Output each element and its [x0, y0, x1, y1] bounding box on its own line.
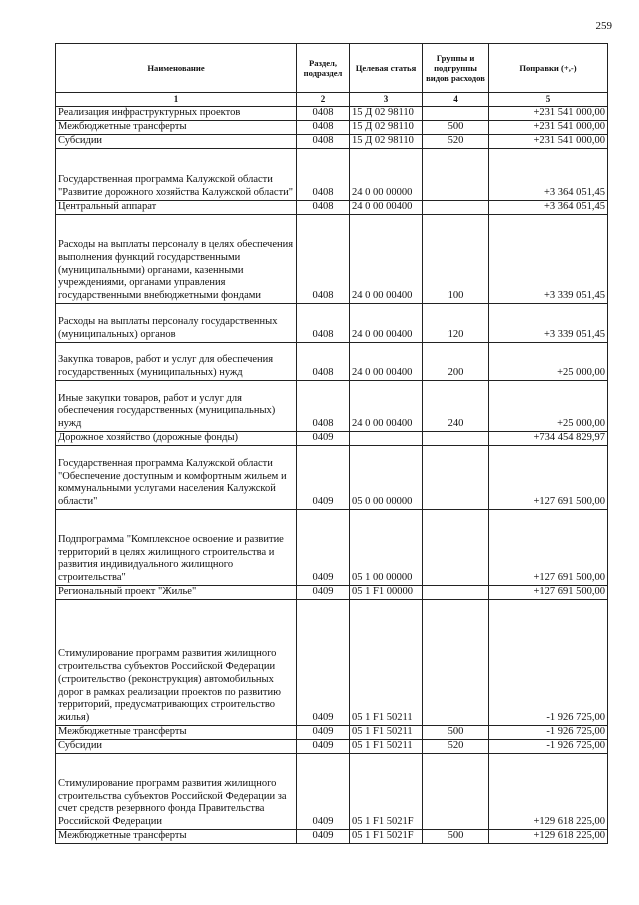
table-row	[56, 586, 608, 600]
cell-name: Межбюджетные трансферты	[56, 830, 297, 844]
cell-group: 240	[423, 381, 489, 432]
column-number: 5	[489, 93, 608, 107]
cell-group	[423, 107, 489, 121]
cell-section: 0409	[297, 754, 350, 830]
cell-amount: +3 339 051,45	[489, 215, 608, 304]
cell-group: 500	[423, 830, 489, 844]
cell-group	[423, 586, 489, 600]
cell-group: 520	[423, 135, 489, 149]
cell-amount: +231 541 000,00	[489, 121, 608, 135]
cell-name: Центральный аппарат	[56, 201, 297, 215]
cell-group	[423, 201, 489, 215]
cell-section: 0408	[297, 343, 350, 381]
table-row	[56, 510, 608, 586]
table-row	[56, 740, 608, 754]
cell-group: 500	[423, 121, 489, 135]
cell-amount: +129 618 225,00	[489, 754, 608, 830]
table-row	[56, 121, 608, 135]
table-row	[56, 754, 608, 830]
cell-section: 0409	[297, 432, 350, 446]
cell-group: 500	[423, 726, 489, 740]
header-row	[56, 44, 608, 93]
cell-section: 0408	[297, 215, 350, 304]
cell-section: 0409	[297, 586, 350, 600]
cell-article: 05 1 00 00000	[350, 510, 423, 586]
cell-name: Стимулирование программ развития жилищного строительства субъектов Российской Федерации (строительство (реконструкция) автомобильных дорог в рамках реализации проектов по развитию территорий, предусматривающих строительство жилья)	[56, 600, 297, 726]
table-row	[56, 201, 608, 215]
cell-article: 24 0 00 00400	[350, 343, 423, 381]
column-number: 2	[297, 93, 350, 107]
table-row	[56, 135, 608, 149]
cell-group	[423, 149, 489, 201]
cell-amount: +25 000,00	[489, 343, 608, 381]
header-article: Целевая статья	[350, 44, 423, 93]
cell-name: Межбюджетные трансферты	[56, 726, 297, 740]
cell-amount: -1 926 725,00	[489, 740, 608, 754]
cell-group: 120	[423, 304, 489, 343]
header-groups: Группы и подгруппы видов расходов	[423, 44, 489, 93]
cell-amount: +231 541 000,00	[489, 135, 608, 149]
cell-article: 24 0 00 00400	[350, 201, 423, 215]
cell-name: Субсидии	[56, 135, 297, 149]
cell-article: 05 1 F1 50211	[350, 600, 423, 726]
cell-article	[350, 432, 423, 446]
table-row	[56, 446, 608, 510]
page-number: 259	[595, 20, 612, 32]
cell-name: Подпрограмма "Комплексное освоение и развитие территорий в целях жилищного строительства и развития индивидуального жилищного строительства"	[56, 510, 297, 586]
cell-amount: -1 926 725,00	[489, 726, 608, 740]
table-row	[56, 830, 608, 844]
cell-section: 0409	[297, 600, 350, 726]
cell-section: 0409	[297, 446, 350, 510]
cell-article: 15 Д 02 98110	[350, 107, 423, 121]
header-name: Наименование	[56, 44, 297, 93]
cell-group: 200	[423, 343, 489, 381]
cell-amount: +127 691 500,00	[489, 446, 608, 510]
cell-article: 24 0 00 00400	[350, 381, 423, 432]
cell-section: 0408	[297, 304, 350, 343]
cell-amount: +25 000,00	[489, 381, 608, 432]
cell-section: 0408	[297, 201, 350, 215]
header-amendments: Поправки (+,-)	[489, 44, 608, 93]
cell-group	[423, 600, 489, 726]
cell-section: 0408	[297, 381, 350, 432]
table-body	[56, 107, 608, 844]
cell-group	[423, 432, 489, 446]
cell-article: 24 0 00 00400	[350, 304, 423, 343]
cell-section: 0409	[297, 510, 350, 586]
table-row	[56, 107, 608, 121]
cell-name: Субсидии	[56, 740, 297, 754]
cell-name: Межбюджетные трансферты	[56, 121, 297, 135]
table-row	[56, 215, 608, 304]
table-row	[56, 432, 608, 446]
cell-article: 24 0 00 00000	[350, 149, 423, 201]
cell-article: 15 Д 02 98110	[350, 121, 423, 135]
cell-section: 0409	[297, 740, 350, 754]
cell-section: 0408	[297, 107, 350, 121]
header-section: Раздел, подраздел	[297, 44, 350, 93]
cell-article: 05 1 F1 5021F	[350, 754, 423, 830]
cell-group	[423, 754, 489, 830]
cell-amount: +127 691 500,00	[489, 586, 608, 600]
cell-amount: -1 926 725,00	[489, 600, 608, 726]
cell-group	[423, 510, 489, 586]
cell-article: 05 1 F1 5021F	[350, 830, 423, 844]
table-row	[56, 726, 608, 740]
cell-name: Дорожное хозяйство (дорожные фонды)	[56, 432, 297, 446]
cell-name: Государственная программа Калужской области "Развитие дорожного хозяйства Калужской области"	[56, 149, 297, 201]
column-number: 1	[56, 93, 297, 107]
cell-group: 520	[423, 740, 489, 754]
cell-name: Региональный проект "Жилье"	[56, 586, 297, 600]
cell-name: Реализация инфраструктурных проектов	[56, 107, 297, 121]
cell-section: 0408	[297, 121, 350, 135]
cell-amount: +231 541 000,00	[489, 107, 608, 121]
column-number-row	[56, 93, 608, 107]
column-number: 4	[423, 93, 489, 107]
cell-name: Стимулирование программ развития жилищного строительства субъектов Российской Федерации за счет средств резервного фонда Правительства Российской Федерации	[56, 754, 297, 830]
cell-article: 05 1 F1 50211	[350, 726, 423, 740]
cell-article: 05 0 00 00000	[350, 446, 423, 510]
cell-name: Расходы на выплаты персоналу в целях обеспечения выполнения функций государственными (муниципальными) органами, казенными учреждениями, органами управления государственными внебюджетными фондами	[56, 215, 297, 304]
cell-article: 05 1 F1 50211	[350, 740, 423, 754]
cell-name: Иные закупки товаров, работ и услуг для обеспечения государственных (муниципальных) нужд	[56, 381, 297, 432]
cell-section: 0408	[297, 135, 350, 149]
cell-name: Закупка товаров, работ и услуг для обеспечения государственных (муниципальных) нужд	[56, 343, 297, 381]
table-row	[56, 304, 608, 343]
cell-article: 05 1 F1 00000	[350, 586, 423, 600]
column-number: 3	[350, 93, 423, 107]
cell-amount: +3 364 051,45	[489, 201, 608, 215]
table-row	[56, 343, 608, 381]
cell-amount: +734 454 829,97	[489, 432, 608, 446]
table-row	[56, 600, 608, 726]
cell-group: 100	[423, 215, 489, 304]
cell-section: 0409	[297, 726, 350, 740]
cell-amount: +127 691 500,00	[489, 510, 608, 586]
cell-section: 0408	[297, 149, 350, 201]
cell-group	[423, 446, 489, 510]
cell-name: Государственная программа Калужской области "Обеспечение доступным и комфортным жильем и коммунальными услугами населения Калужской области"	[56, 446, 297, 510]
cell-amount: +129 618 225,00	[489, 830, 608, 844]
table-row	[56, 149, 608, 201]
cell-amount: +3 364 051,45	[489, 149, 608, 201]
cell-section: 0409	[297, 830, 350, 844]
cell-amount: +3 339 051,45	[489, 304, 608, 343]
table-row	[56, 381, 608, 432]
cell-name: Расходы на выплаты персоналу государственных (муниципальных) органов	[56, 304, 297, 343]
cell-article: 24 0 00 00400	[350, 215, 423, 304]
budget-table	[55, 43, 608, 844]
cell-article: 15 Д 02 98110	[350, 135, 423, 149]
